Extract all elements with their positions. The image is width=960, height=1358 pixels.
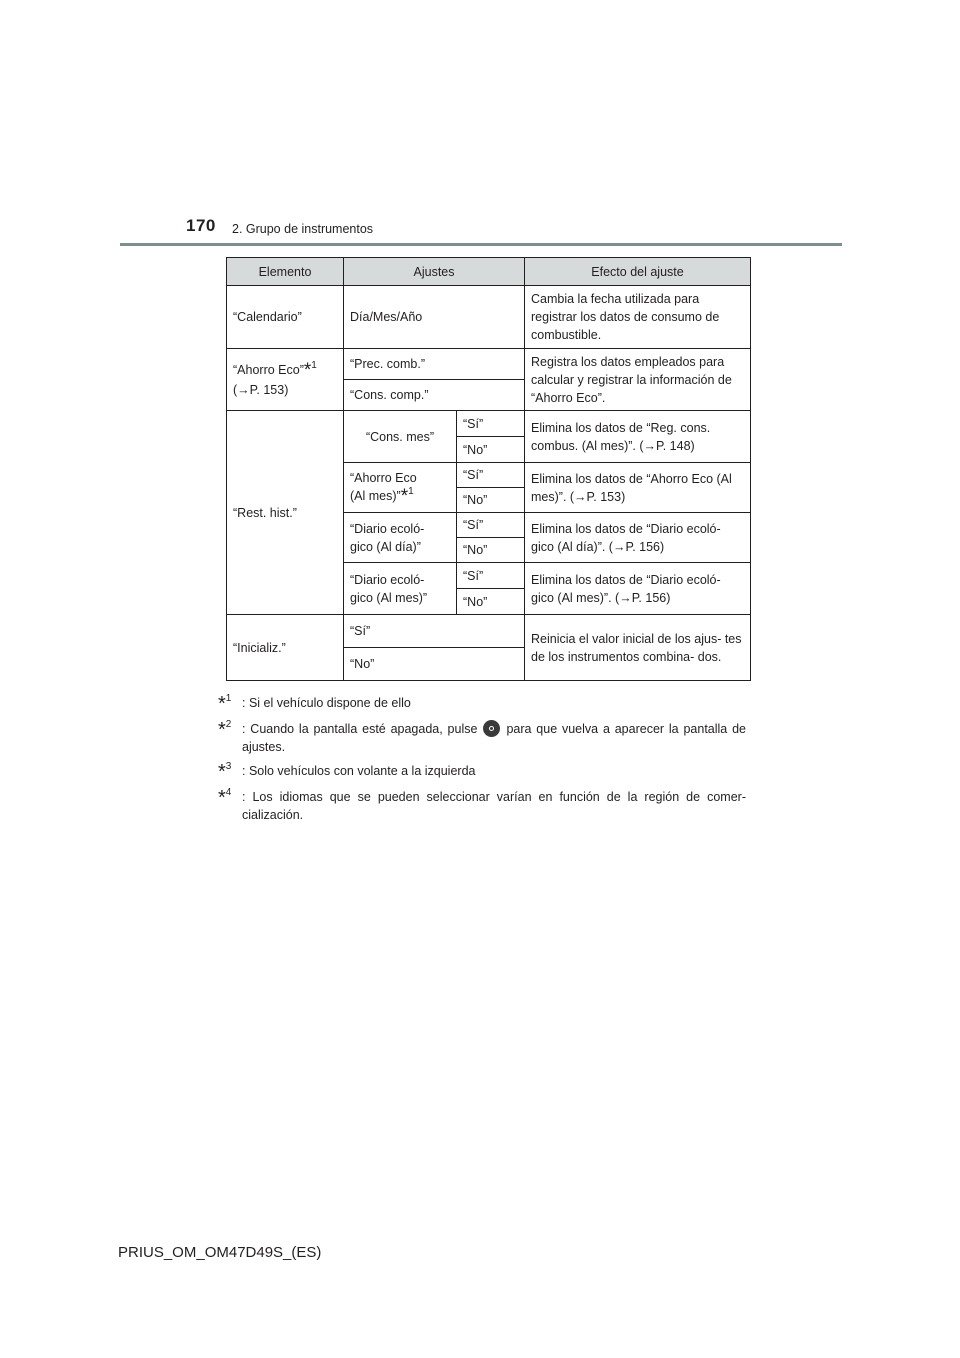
footnote-mark: [218, 694, 242, 714]
footnote-number: 4: [225, 787, 232, 799]
footnote-number: 1: [408, 485, 414, 497]
element-cell: “Calendario”: [227, 286, 344, 349]
sub-setting-cell: “Diario ecoló- gico (Al día)”: [344, 513, 457, 563]
sub-setting-label-line1: “Ahorro Eco: [350, 470, 417, 485]
table-row: [227, 286, 751, 349]
footnote-star: *: [218, 787, 226, 810]
footnotes: [218, 694, 746, 830]
effect-cell: Elimina los datos de “Diario ecoló- gico (Al mes)”. (→P. 156): [525, 563, 751, 615]
effect-cell: Elimina los datos de “Ahorro Eco (Al mes)”. (→P. 153): [525, 463, 751, 513]
option-cell: “Sí”: [457, 463, 525, 488]
footnote-text-before: : Cuando la pantalla esté apagada, pulse: [242, 722, 478, 736]
footnote-text-after: para que vuelva a aparecer la pantalla de ajustes.: [242, 722, 746, 755]
document-code: PRIUS_OM_OM47D49S_(ES): [118, 1244, 322, 1261]
footnote-mark: [218, 762, 242, 782]
table-row: [227, 411, 751, 437]
effect-cell: Reinicia el valor inicial de los ajus- tes de los instrumentos combina- dos.: [525, 615, 751, 681]
footnote-mark: [218, 720, 242, 756]
display-button-icon: [483, 720, 500, 737]
page-number: 170: [186, 216, 216, 235]
section-title: 2. Grupo de instrumentos: [232, 222, 374, 236]
sub-setting-label-line2: (Al mes)”: [350, 488, 401, 503]
option-cell: “Sí”: [457, 563, 525, 589]
option-cell: “No”: [457, 437, 525, 463]
element-cell: “Inicializ.”: [227, 615, 344, 681]
footnote-star: *: [218, 761, 226, 784]
footnote-text: : Los idiomas que se pueden seleccionar varían en función de la región de comer- cialización.: [242, 790, 746, 823]
element-cell: “Rest. hist.”: [227, 411, 344, 615]
footnote-item: [218, 720, 746, 756]
option-cell: “No”: [457, 589, 525, 615]
settings-table: [226, 257, 751, 681]
setting-cell: Día/Mes/Año: [344, 286, 525, 349]
option-cell: “No”: [457, 538, 525, 563]
footnote-star: *: [400, 485, 409, 507]
table-row: [227, 615, 751, 648]
option-cell: “Sí”: [457, 411, 525, 437]
footnote-star: *: [218, 693, 226, 715]
setting-cell: “No”: [344, 648, 525, 681]
sub-setting-cell: “Cons. mes”: [344, 411, 457, 463]
footnote-number: 1: [311, 359, 317, 371]
sub-setting-cell: [344, 463, 457, 513]
effect-cell: Registra los datos empleados para calcular y registrar la información de “Ahorro Eco”.: [525, 349, 751, 411]
footnote-item: [218, 762, 746, 782]
setting-cell: “Sí”: [344, 615, 525, 648]
header-rule: [120, 243, 842, 246]
footnote-text: [242, 720, 746, 756]
footnote-text: : Si el vehículo dispone de ello: [242, 696, 411, 710]
element-label: “Ahorro Eco”: [233, 362, 304, 377]
effect-cell: Elimina los datos de “Diario ecoló- gico (Al día)”. (→P. 156): [525, 513, 751, 563]
setting-cell: “Cons. comp.”: [344, 380, 525, 411]
footnote-star: *: [303, 359, 312, 381]
table-header-row: [227, 258, 751, 286]
footnote-mark: [218, 788, 242, 824]
option-cell: “Sí”: [457, 513, 525, 538]
column-header-settings: Ajustes: [344, 258, 525, 286]
table-row: [227, 349, 751, 380]
option-cell: “No”: [457, 488, 525, 513]
effect-cell: Cambia la fecha utilizada para registrar los datos de consumo de combustible.: [525, 286, 751, 349]
footnote-text: : Solo vehículos con volante a la izquierda: [242, 764, 476, 779]
footnote-number: 3: [225, 761, 232, 773]
column-header-effect: Efecto del ajuste: [525, 258, 751, 286]
effect-cell: Elimina los datos de “Reg. cons. combus. (Al mes)”. (→P. 148): [525, 411, 751, 463]
footnote-item: [218, 694, 746, 714]
page-reference: (→P. 153): [233, 382, 289, 397]
element-cell: [227, 349, 344, 411]
setting-cell: “Prec. comb.”: [344, 349, 525, 380]
footnote-number: 2: [225, 719, 232, 730]
column-header-element: Elemento: [227, 258, 344, 286]
footnote-number: 1: [225, 693, 232, 704]
footnote-item: [218, 788, 746, 824]
sub-setting-cell: “Diario ecoló- gico (Al mes)”: [344, 563, 457, 615]
footnote-star: *: [218, 719, 226, 741]
